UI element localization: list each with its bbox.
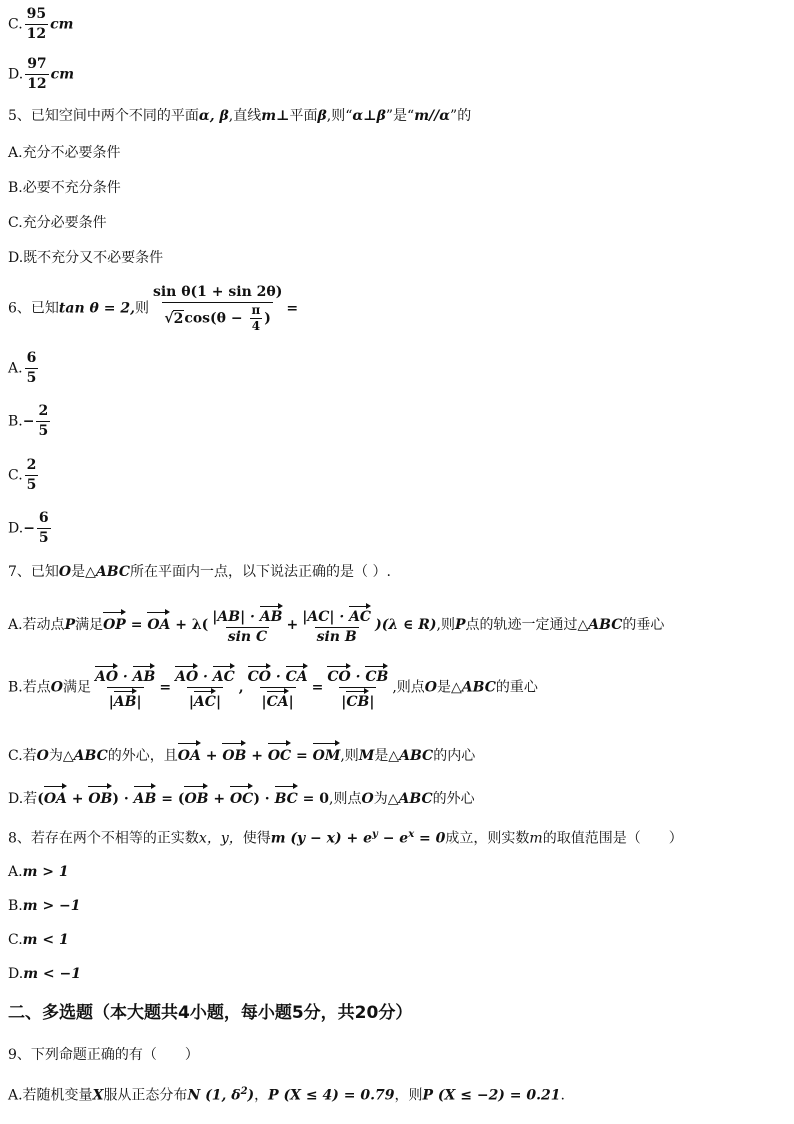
option-text: 点的轨迹一定通过△ [465, 617, 589, 633]
denominator: √2cos(θ − $\frac{\pi}{4}$ ) [164, 303, 271, 333]
denominator: 5 [26, 370, 37, 386]
pi-over-4 [250, 304, 263, 333]
option-text: A.若动点 [8, 617, 65, 633]
option-text: ,则 [340, 748, 359, 764]
vector: CB [346, 689, 369, 711]
operator: + [246, 748, 268, 764]
vector: OA [147, 610, 170, 635]
stem-text: 所在平面内一点，以下说法正确的是（ ）. [130, 564, 391, 580]
dot: · [119, 791, 134, 807]
fraction [25, 457, 39, 494]
math: O [36, 748, 49, 764]
paren: ( [177, 791, 185, 807]
option-label: B. [8, 413, 23, 430]
vector: AC [194, 689, 216, 711]
vector: BC [275, 784, 298, 809]
stem-text: 使得 [242, 830, 271, 847]
q5-option-a: A.充分不必要条件 [8, 145, 121, 161]
math: N (1, δ [187, 1087, 241, 1104]
math: m (y − x) + e [270, 830, 373, 847]
vector: OC [268, 741, 291, 766]
math: = 0 [297, 791, 330, 807]
option-text: 的外心，且 [107, 748, 178, 764]
q8-option-c [8, 930, 69, 950]
equals: = [291, 748, 313, 764]
math: ) [247, 1087, 255, 1104]
option-text: 是△ [436, 679, 462, 696]
vector: CO [248, 664, 271, 686]
unit: cm [50, 16, 74, 33]
option-label: C. [8, 932, 23, 948]
math: m⊥ [261, 108, 290, 124]
option-text: . [560, 1087, 565, 1104]
math: = 0 [414, 830, 446, 847]
stem-text: ”是“ [385, 108, 415, 124]
stem-text: 7、已知 [8, 564, 59, 580]
vector: AC [213, 664, 235, 686]
equals: = [159, 679, 172, 696]
math: α⊥β [352, 108, 386, 124]
q8-option-a [8, 862, 69, 882]
dot: · [271, 669, 286, 685]
option-text: 的内心 [433, 748, 476, 764]
option-label: D. [8, 966, 24, 982]
fraction [25, 350, 39, 387]
vector: OC [230, 784, 253, 809]
stem-text: 6、已知 [8, 300, 59, 317]
option-text: D.若 [8, 791, 38, 807]
q8-stem [8, 825, 683, 849]
vector: OB [184, 784, 208, 809]
math: m < −1 [23, 966, 81, 982]
option-label: C. [8, 467, 23, 484]
q9-stem: 9、下列命题正确的有（ ） [8, 1047, 199, 1063]
equals: = [125, 617, 148, 633]
q8-option-d [8, 964, 81, 984]
operator: + [66, 791, 89, 807]
q7-option-d [8, 784, 475, 809]
option-text: 是△ [374, 748, 400, 764]
option-text: 满足 [62, 679, 91, 696]
option-label: B. [8, 898, 23, 914]
vector: OA [44, 784, 67, 809]
math: O [50, 679, 63, 696]
vector: OB [222, 741, 246, 766]
math: β [317, 108, 327, 124]
math: ABC [95, 564, 131, 580]
fraction: $\frac{AO \cdot AB}{|AB|}$ [93, 664, 157, 711]
math: O [361, 791, 374, 807]
equals: = [311, 679, 324, 696]
q5-option-b: B.必要不充分条件 [8, 180, 121, 196]
operator: + [208, 791, 230, 807]
vector: CO [327, 664, 350, 686]
option-text: A.若随机变量 [8, 1087, 93, 1104]
fraction [210, 604, 284, 646]
cos-expr: cos(θ − [184, 310, 243, 327]
fraction: $\frac{CO \cdot CB}{|CB|}$ [325, 664, 390, 711]
option-text: ,则点 [392, 679, 425, 696]
dot: · [259, 791, 275, 807]
vector: OP [103, 610, 126, 635]
dot: · [118, 669, 133, 685]
sign: − [23, 520, 35, 537]
q5-option-d: D.既不充分又不必要条件 [8, 250, 164, 266]
fraction [25, 56, 48, 93]
math: X [92, 1087, 104, 1104]
vector: AB [114, 689, 137, 711]
stem-text: ,则“ [326, 108, 353, 124]
q5-stem [8, 106, 471, 126]
option-text: ,则点 [329, 791, 362, 807]
q7-stem [8, 562, 391, 582]
q4-option-d [8, 56, 74, 93]
fraction [300, 604, 373, 646]
exponent: x [408, 829, 415, 840]
option-text: ,则 [436, 617, 455, 633]
q7-option-c [8, 741, 475, 766]
numerator: 97 [27, 56, 47, 72]
paren: ) [264, 310, 271, 327]
denominator: sin B [316, 629, 357, 645]
option-label: A. [8, 360, 23, 377]
fraction [36, 403, 50, 440]
fraction: $\frac{AO \cdot AC}{|AC|}$ [173, 664, 237, 711]
option-label: D. [8, 66, 24, 83]
option-text: 的垂心 [622, 617, 665, 633]
stem-text: 的取值范围是（ ） [542, 830, 683, 847]
math: ABC [73, 748, 108, 764]
q6-stem [8, 284, 298, 333]
math: O [58, 564, 72, 580]
sign: − [22, 413, 35, 430]
paren: ) [253, 791, 260, 807]
math: ABC [399, 748, 434, 764]
q5-option-c: C.充分必要条件 [8, 215, 107, 231]
comma: , [238, 679, 244, 696]
option-text: 为△ [48, 748, 74, 764]
denominator: 12 [27, 76, 47, 92]
stem-text: 则 [134, 300, 149, 317]
math: α, β [198, 108, 229, 124]
dot: · [198, 669, 213, 685]
vector: CA [286, 664, 308, 686]
denominator: 5 [38, 423, 49, 439]
option-label: D. [8, 520, 24, 537]
option-text: 的外心 [432, 791, 475, 807]
math: m//α [414, 108, 451, 124]
math: x，y， [198, 830, 243, 847]
math: P (X ≤ −2) = 0.21 [422, 1087, 561, 1104]
stem-text: 8、若存在两个不相等的正实数 [8, 830, 199, 847]
q6-option-c [8, 457, 40, 494]
math: ABC [588, 617, 623, 633]
math: ABC [398, 791, 433, 807]
equals: = [156, 791, 178, 807]
denominator: 5 [26, 477, 37, 493]
vector: CB [365, 664, 388, 686]
paren: ) [112, 791, 120, 807]
numerator: 6 [38, 510, 49, 526]
exponent: y [372, 829, 378, 840]
q8-option-b [8, 896, 81, 916]
denominator: 5 [38, 530, 49, 546]
stem-text: 5、已知空间中两个不同的平面 [8, 108, 199, 124]
math: P [64, 617, 76, 633]
stem-text: 成立，则实数 [445, 830, 530, 847]
q4-option-c [8, 6, 74, 43]
operator: + λ( [170, 617, 209, 633]
q7-option-b [8, 664, 538, 711]
fraction: $\frac{CO \cdot CA}{|CA|}$ [246, 664, 310, 711]
dot: · [350, 669, 366, 685]
math: M [358, 748, 375, 764]
unit: cm [50, 66, 75, 83]
option-text: 满足 [75, 617, 104, 633]
option-text: ，则 [394, 1087, 423, 1104]
operator: + [286, 617, 299, 633]
option-label: C. [8, 16, 23, 33]
q7-option-a [8, 604, 664, 646]
fraction [151, 284, 284, 333]
vector: CA [267, 689, 289, 711]
numerator: 6 [26, 350, 37, 366]
option-text: 的重心 [495, 679, 538, 696]
numerator: sin θ(1 + sin 2θ) [152, 284, 283, 300]
math: ABC [461, 679, 496, 696]
exponent: 2 [240, 1086, 248, 1097]
math: )(λ ∈ R) [375, 617, 437, 633]
math: m < 1 [22, 932, 69, 948]
vector: AB [260, 604, 283, 626]
stem-text: 平面 [289, 108, 318, 124]
abs: |AC| · [302, 609, 350, 625]
vector: OA [178, 741, 201, 766]
vector: OB [88, 784, 112, 809]
operator: + [200, 748, 223, 764]
vector: AB [133, 664, 156, 686]
math: m > −1 [22, 898, 81, 914]
abs: |AB| · [212, 609, 260, 625]
option-text: C.若 [8, 748, 37, 764]
q6-option-d [8, 510, 53, 547]
option-text: 服从正态分布 [103, 1087, 188, 1104]
fraction [37, 510, 51, 547]
option-text: B.若点 [8, 679, 51, 696]
option-label: A. [8, 864, 23, 880]
numerator: 2 [26, 457, 37, 473]
stem-text: ”的 [450, 108, 472, 124]
math: m [529, 830, 543, 847]
q6-option-a [8, 350, 40, 387]
sqrt-arg: 2 [173, 310, 184, 327]
numerator: 2 [38, 403, 49, 419]
numerator: π [251, 303, 261, 317]
math: m > 1 [22, 864, 69, 880]
math: P [454, 617, 466, 633]
denominator: 4 [251, 319, 261, 333]
fraction [25, 6, 48, 43]
math: − e [377, 830, 409, 847]
vector: AB [134, 784, 157, 809]
section-heading: 二、多选题（本大题共4小题，每小题5分，共20分） [8, 1003, 413, 1023]
math: P (X ≤ 4) = 0.79 [268, 1087, 395, 1104]
numerator: 95 [26, 6, 47, 22]
q6-option-b [8, 403, 52, 440]
denominator: 12 [26, 26, 47, 42]
q9-option-a [8, 1082, 565, 1106]
vector: AO [175, 664, 198, 686]
equals: = [286, 300, 299, 317]
denominator: sin C [227, 629, 268, 645]
math: tan θ = 2, [58, 300, 135, 317]
vector: AO [95, 664, 118, 686]
math: O [424, 679, 437, 696]
stem-text: 是△ [71, 564, 96, 580]
vector: OM [313, 741, 341, 766]
stem-text: ,直线 [228, 108, 262, 124]
option-text: ， [254, 1087, 269, 1104]
paren: ( [37, 791, 44, 807]
option-text: 为△ [373, 791, 399, 807]
vector: AC [349, 604, 371, 626]
